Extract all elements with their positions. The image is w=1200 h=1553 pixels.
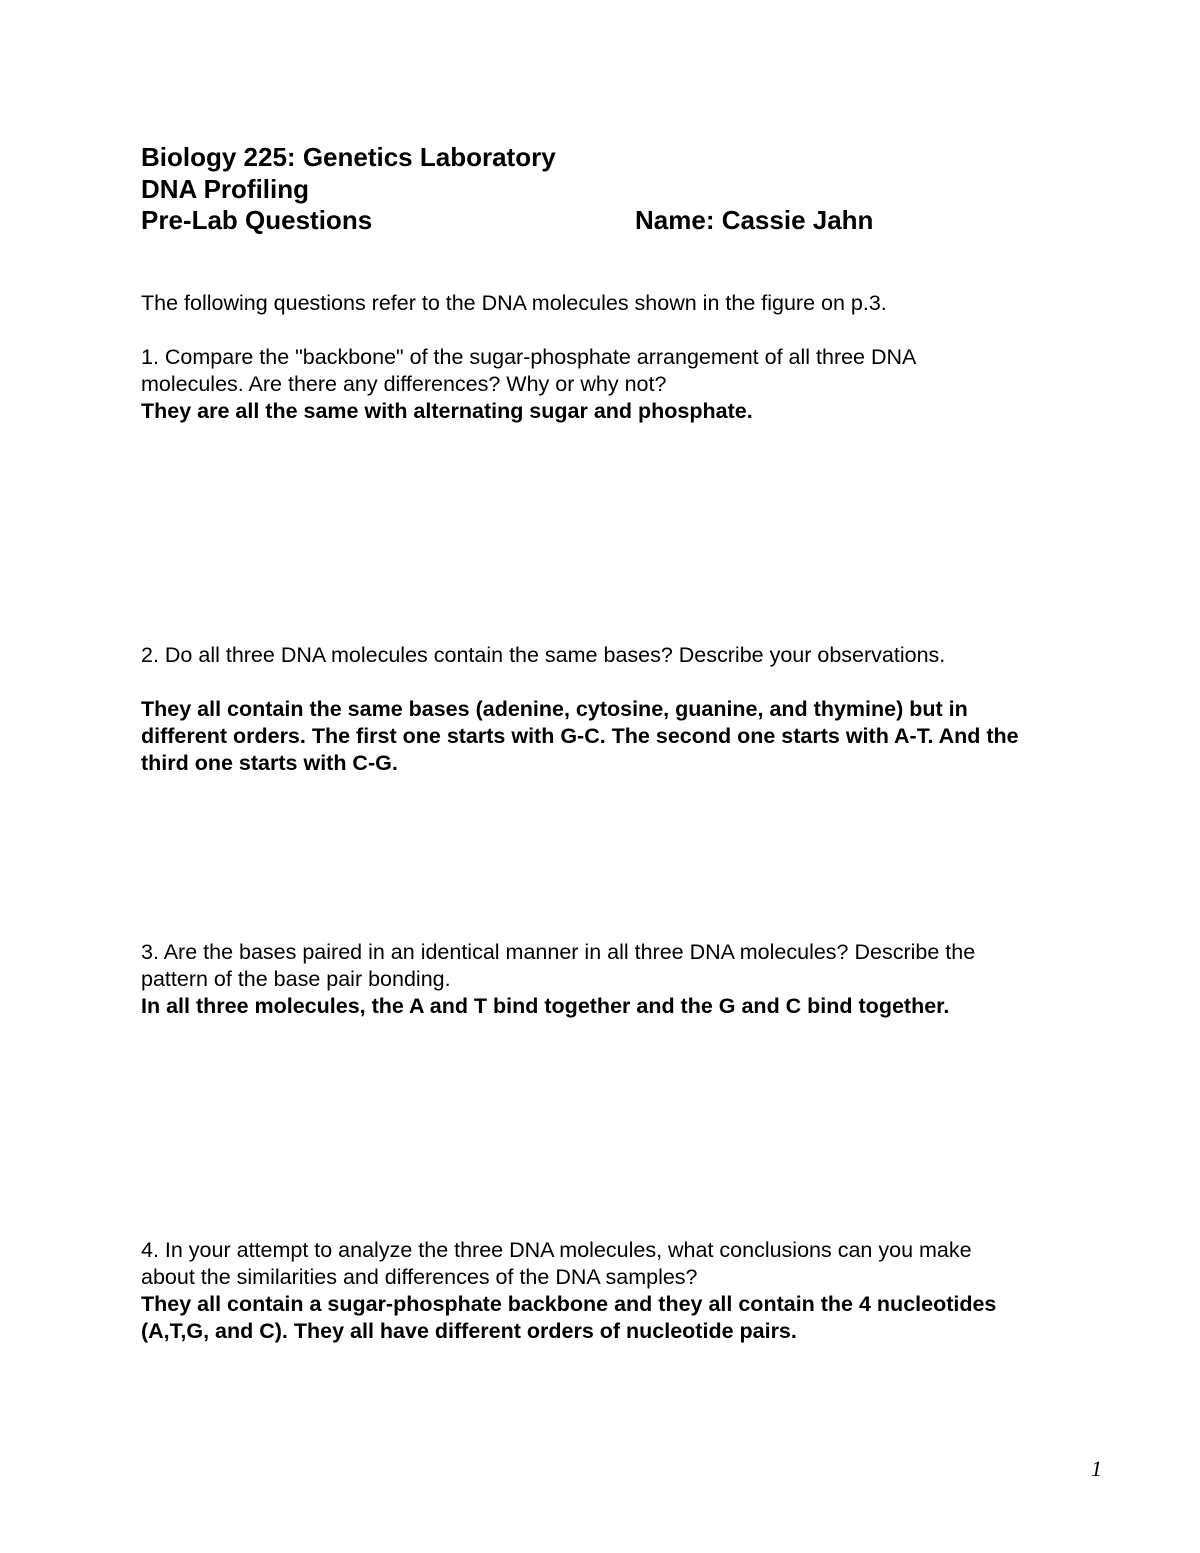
question-1 [141,344,1121,425]
question-4 [141,1237,1121,1345]
question-1-line-2: molecules. Are there any differences? Why or why not? [141,372,667,396]
question-4-line-2: about the similarities and differences of the DNA samples? [141,1265,698,1289]
question-2 [141,642,1121,777]
answer-2 [141,696,1121,777]
answer-3: In all three molecules, the A and T bind together and the G and C bind together. [141,994,950,1018]
question-3 [141,939,1121,1020]
answer-2-line-3: third one starts with C-G. [141,751,398,775]
course-title: Biology 225: Genetics Laboratory [141,142,556,172]
section-title: Pre-Lab Questions [141,205,373,235]
question-3-line-1: 3. Are the bases paired in an identical manner in all three DNA molecules? Describe the [141,940,976,964]
lab-topic: DNA Profiling [141,174,310,204]
intro-text [141,290,1121,317]
answer-4-line-2: (A,T,G, and C). They all have different orders of nucleotide pairs. [141,1319,797,1343]
question-4-line-1: 4. In your attempt to analyze the three DNA molecules, what conclusions can you make [141,1238,972,1262]
answer-2-line-2: different orders. The first one starts with G-C. The second one starts with A-T. And the [141,724,1019,748]
intro-line: The following questions refer to the DNA molecules shown in the figure on p.3. [141,291,887,315]
question-1-line-1: 1. Compare the "backbone" of the sugar-phosphate arrangement of all three DNA [141,345,917,369]
answer-2-line-1: They all contain the same bases (adenine, cytosine, guanine, and thymine) but in [141,697,968,721]
question-2-line-1: 2. Do all three DNA molecules contain the same bases? Describe your observations. [141,643,946,667]
student-name: Name: Cassie Jahn [635,205,874,235]
answer-1: They are all the same with alternating sugar and phosphate. [141,399,753,423]
page-number: 1 [1091,1456,1102,1481]
question-3-line-2: pattern of the base pair bonding. [141,967,451,991]
answer-4 [141,1291,1121,1345]
answer-4-line-1: They all contain a sugar-phosphate backbone and they all contain the 4 nucleotides [141,1292,997,1316]
